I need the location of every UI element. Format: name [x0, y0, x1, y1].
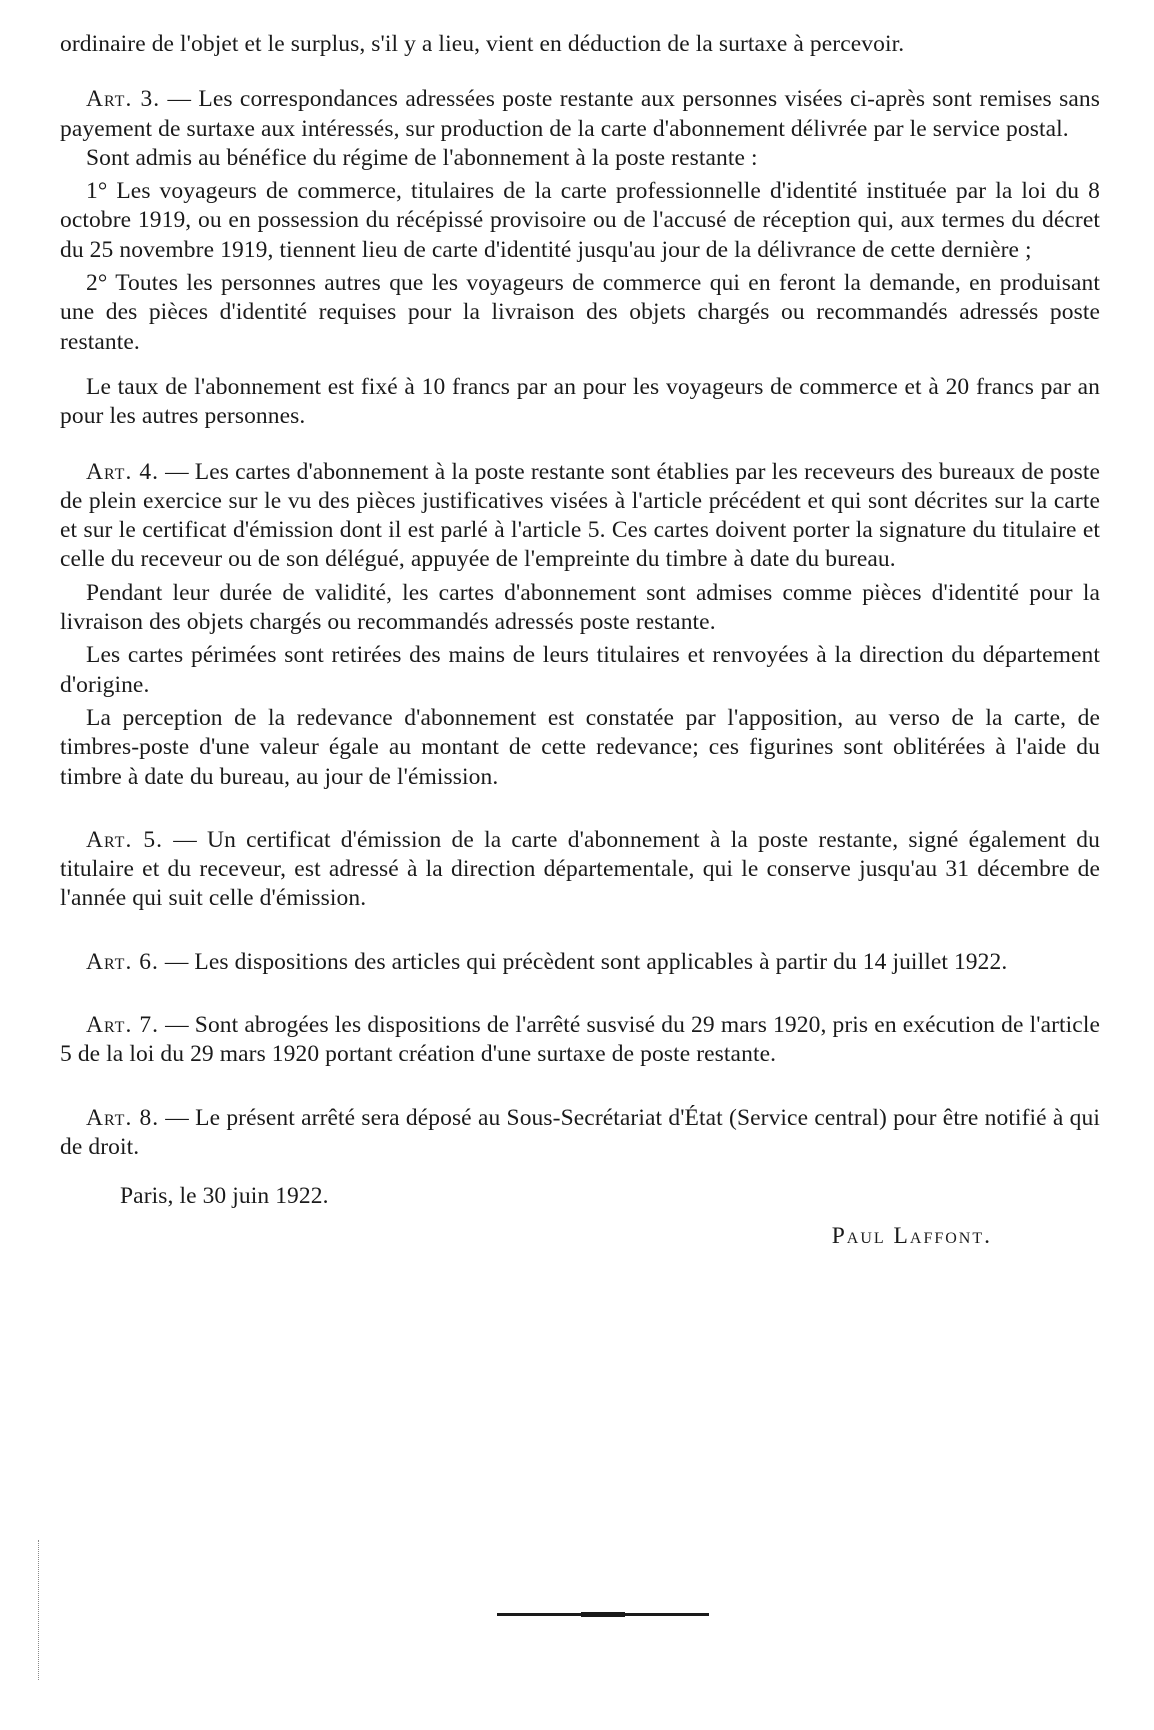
- article-8: [60, 1104, 1100, 1163]
- article-6-text: — Les dispositions des articles qui précèdent sont applicables à partir du 14 juillet 1922.: [158, 948, 1008, 975]
- list-item-2: 2° Toutes les personnes autres que les voyageurs de commerce qui en feront la demande, en produisant une des pièces d'identité requises pour la livraison des objets chargés ou recommandés adressés poste restante.: [60, 270, 1100, 355]
- article-7-label: Art. 7.: [86, 1012, 159, 1039]
- article-4: [60, 458, 1100, 575]
- article-7: [60, 1011, 1100, 1070]
- article-5: [60, 826, 1100, 914]
- article-8-text: — Le présent arrêté sera déposé au Sous-Secrétariat d'État (Service central) pour être notifié à qui de droit.: [60, 1104, 1100, 1160]
- article-3-label: Art. 3.: [86, 86, 161, 113]
- article-4-text: — Les cartes d'abonnement à la poste restante sont établies par les receveurs des bureaux de poste de plein exercice sur le vu des pièces justificatives visées à l'article précédent et qui sont décrites sur la carte et sur le certificat d'émission dont il est parlé à l'article 5. Ces cartes doivent porter la signature du titulaire et celle du receveur ou de son délégué, appuyée de l'empreinte du timbre à date du bureau.: [60, 458, 1100, 573]
- margin-dots: [38, 1540, 41, 1680]
- paragraph-admis: Sont admis au bénéfice du régime de l'abonnement à la poste restante :: [86, 144, 758, 171]
- paragraph-pendant: Pendant leur durée de validité, les cartes d'abonnement sont admises comme pièces d'identité pour la livraison des objets chargés ou recommandés adressés poste restante.: [60, 579, 1100, 636]
- article-4-label: Art. 4.: [86, 458, 159, 485]
- article-3-text: — Les correspondances adressées poste restante aux personnes visées ci-après sont remises sans payement de surtaxe aux intéressés, sur production de la carte d'abonnement délivrée par le service postal.: [60, 86, 1100, 142]
- article-5-label: Art. 5.: [86, 826, 164, 853]
- signature: Paul Laffont.: [831, 1222, 992, 1249]
- closing-date: Paris, le 30 juin 1922.: [120, 1183, 329, 1210]
- article-6: [60, 948, 1100, 977]
- paragraph-taux: Le taux de l'abonnement est fixé à 10 francs par an pour les voyageurs de commerce et à 20 francs par an pour les autres personnes.: [60, 373, 1100, 430]
- paragraph-perimees: Les cartes périmées sont retirées des mains de leurs titulaires et renvoyées à la direction du département d'origine.: [60, 642, 1100, 698]
- article-6-label: Art. 6.: [86, 948, 159, 975]
- article-5-text: — Un certificat d'émission de la carte d'abonnement à la poste restante, signé également du titulaire et du receveur, est adressé à la direction départementale, qui le conserve jusqu'au 31 décembre de l'année qui suit celle d'émission.: [60, 826, 1100, 912]
- paragraph-continuation: ordinaire de l'objet et le surplus, s'il y a lieu, vient en déduction de la surtaxe à percevoir.: [60, 31, 905, 57]
- closing-rule: [497, 1613, 709, 1616]
- paragraph-perception: La perception de la redevance d'abonnement est constatée par l'apposition, au verso de la carte, de timbres-poste d'une valeur égale au montant de cette redevance; ces figurines sont oblitérées à l'aide du timbre à date du bureau, au jour de l'émission.: [60, 704, 1100, 790]
- article-8-label: Art. 8.: [86, 1104, 160, 1131]
- list-item-1: 1° Les voyageurs de commerce, titulaires de la carte professionnelle d'identité instituée par la loi du 8 octobre 1919, ou en possession du récépissé provisoire ou de l'accusé de réception qui, aux termes du décret du 25 novembre 1919, tiennent lieu de carte d'identité jusqu'au jour de la délivrance de cette dernière ;: [60, 178, 1100, 263]
- article-7-text: — Sont abrogées les dispositions de l'arrêté susvisé du 29 mars 1920, pris en exécution de l'article 5 de la loi du 29 mars 1920 portant création d'une surtaxe de poste restante.: [60, 1012, 1100, 1068]
- article-3: [60, 85, 1100, 144]
- document-page: [60, 30, 1100, 1251]
